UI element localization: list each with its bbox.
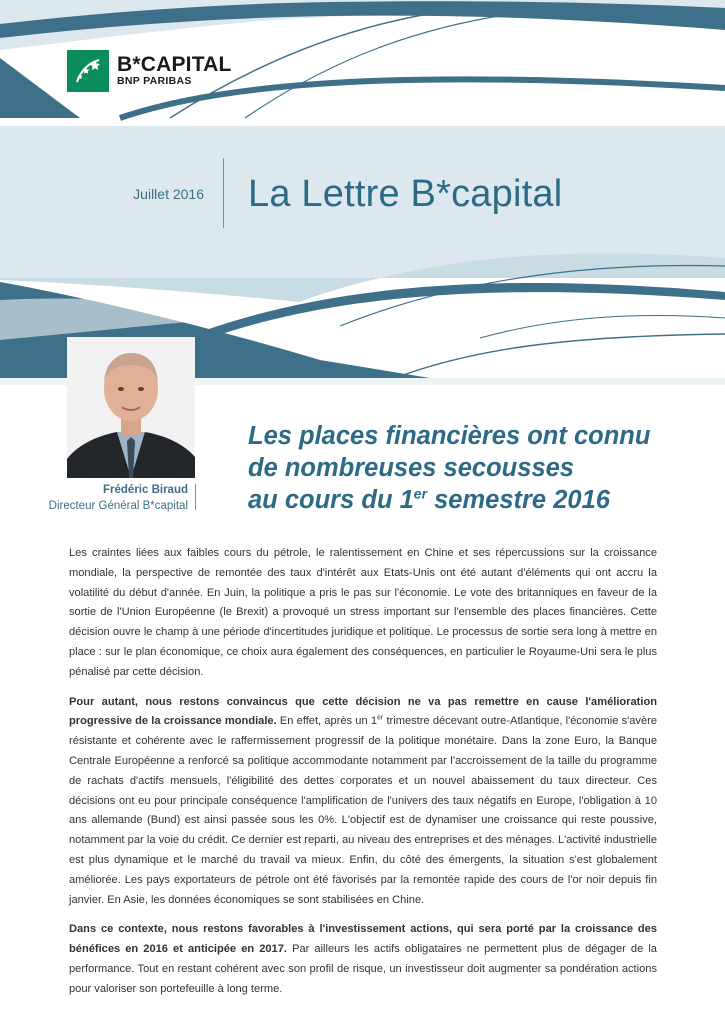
bnp-stars-icon <box>67 50 109 92</box>
title-divider <box>223 158 224 228</box>
author-caption <box>20 482 188 514</box>
paragraph-1: Les craintes liées aux faibles cours du pétrole, le ralentissement en Chine et ses répercussions sur la croissance mondiale, la perspective de remontée des taux d'intérêt aux Etats-Unis ont été autant d'éléments qui ont accru la volatilité du début d'année. En Juin, la politique a pris le pas sur l'économie. Le vote des britanniques en faveur de la sortie de l'Union Européenne (le Brexit) a provoqué un stress important sur l'ensemble des places financières. Cette décision ouvre le champ à une période d'incertitudes juridique et politique. Le processus de sortie sera long à mettre en place : sur le plan économique, ce choix aura également des conséquences, en particulier le Royaume-Uni sera le plus pénalisé par cette décision. <box>69 547 657 678</box>
paragraph-2-ordinal: er <box>377 714 384 722</box>
paragraph-2-text-a: En effet, après un 1 <box>276 715 378 728</box>
paragraph-3-text: Par ailleurs les actifs obligataires ne permettent plus de dégager de la performance. Tout en restant cohérent avec son profil de risque, un investisseur doit augmenter sa pondération actions pour valoriser son portefeuille à long terme. <box>69 943 657 995</box>
paragraph-2-lead: Pour autant, nous restons convaincus que cette décision ne va pas remettre en cause l'amélioration progressive de la croissance mondiale. <box>69 695 657 728</box>
brand-subname: BNP PARIBAS <box>117 75 192 87</box>
brand-logo <box>67 50 232 92</box>
headline-line-3 <box>248 484 688 516</box>
article-headline <box>248 420 688 516</box>
headline-ordinal: er <box>413 485 428 502</box>
headline-line-3-start: au cours du 1 <box>248 486 414 514</box>
headline-line-1: Les places financières ont connu <box>248 422 651 450</box>
author-portrait <box>67 337 195 478</box>
author-divider <box>195 484 196 510</box>
paragraph-2 <box>69 693 657 911</box>
article-body <box>69 544 657 1010</box>
paragraph-2-text-b: trimestre décevant outre-Atlantique, l'économie s'avère résistante et cohérente avec le raffermissement progressif de la politique monétaire. Dans la zone Euro, la Banque Centrale Européenne a renforcé sa politique accommodante notamment par l'accroissement de la taille du programme de rachats d'actifs mensuels, l'éligibilité des dettes corporates et un nouvel abaissement du taux directeur. Ces décisions ont eu pour principale conséquence l'amplification de l'univers des taux négatifs en Europe, l'obligation à 10 ans allemande (Bund) est ainsi passée sous les 0%. L'objectif est de dynamiser une croissance qui reste poussive, notamment par la voie du crédit. Ce dernier est reparti, au niveau des entreprises et des ménages. L'activité industrielle est plus dynamique et le marché du travail va mieux. Enfin, du côté des émergents, la situation s'est globalement améliorée. Les pays exportateurs de pétrole ont été favorisés par la remontée rapide des cours de l'or noir depuis fin janvier. En Asie, les données économiques se sont stabilisées en Chine. <box>69 715 657 906</box>
headline-line-3-end: semestre 2016 <box>427 486 610 514</box>
paragraph-3-lead: Dans ce contexte, nous restons favorables à l'investissement actions, qui sera porté par la croissance des bénéfices en 2016 et anticipée en 2017. <box>69 923 657 956</box>
author-name: Frédéric Biraud <box>103 484 188 496</box>
paragraph-3 <box>69 920 657 999</box>
issue-date: Juillet 2016 <box>133 186 204 202</box>
document-title: La Lettre B*capital <box>248 173 563 215</box>
brand-name: B*CAPITAL <box>117 53 232 76</box>
headline-line-2: de nombreuses secousses <box>248 454 574 482</box>
author-role: Directeur Général B*capital <box>48 500 188 512</box>
